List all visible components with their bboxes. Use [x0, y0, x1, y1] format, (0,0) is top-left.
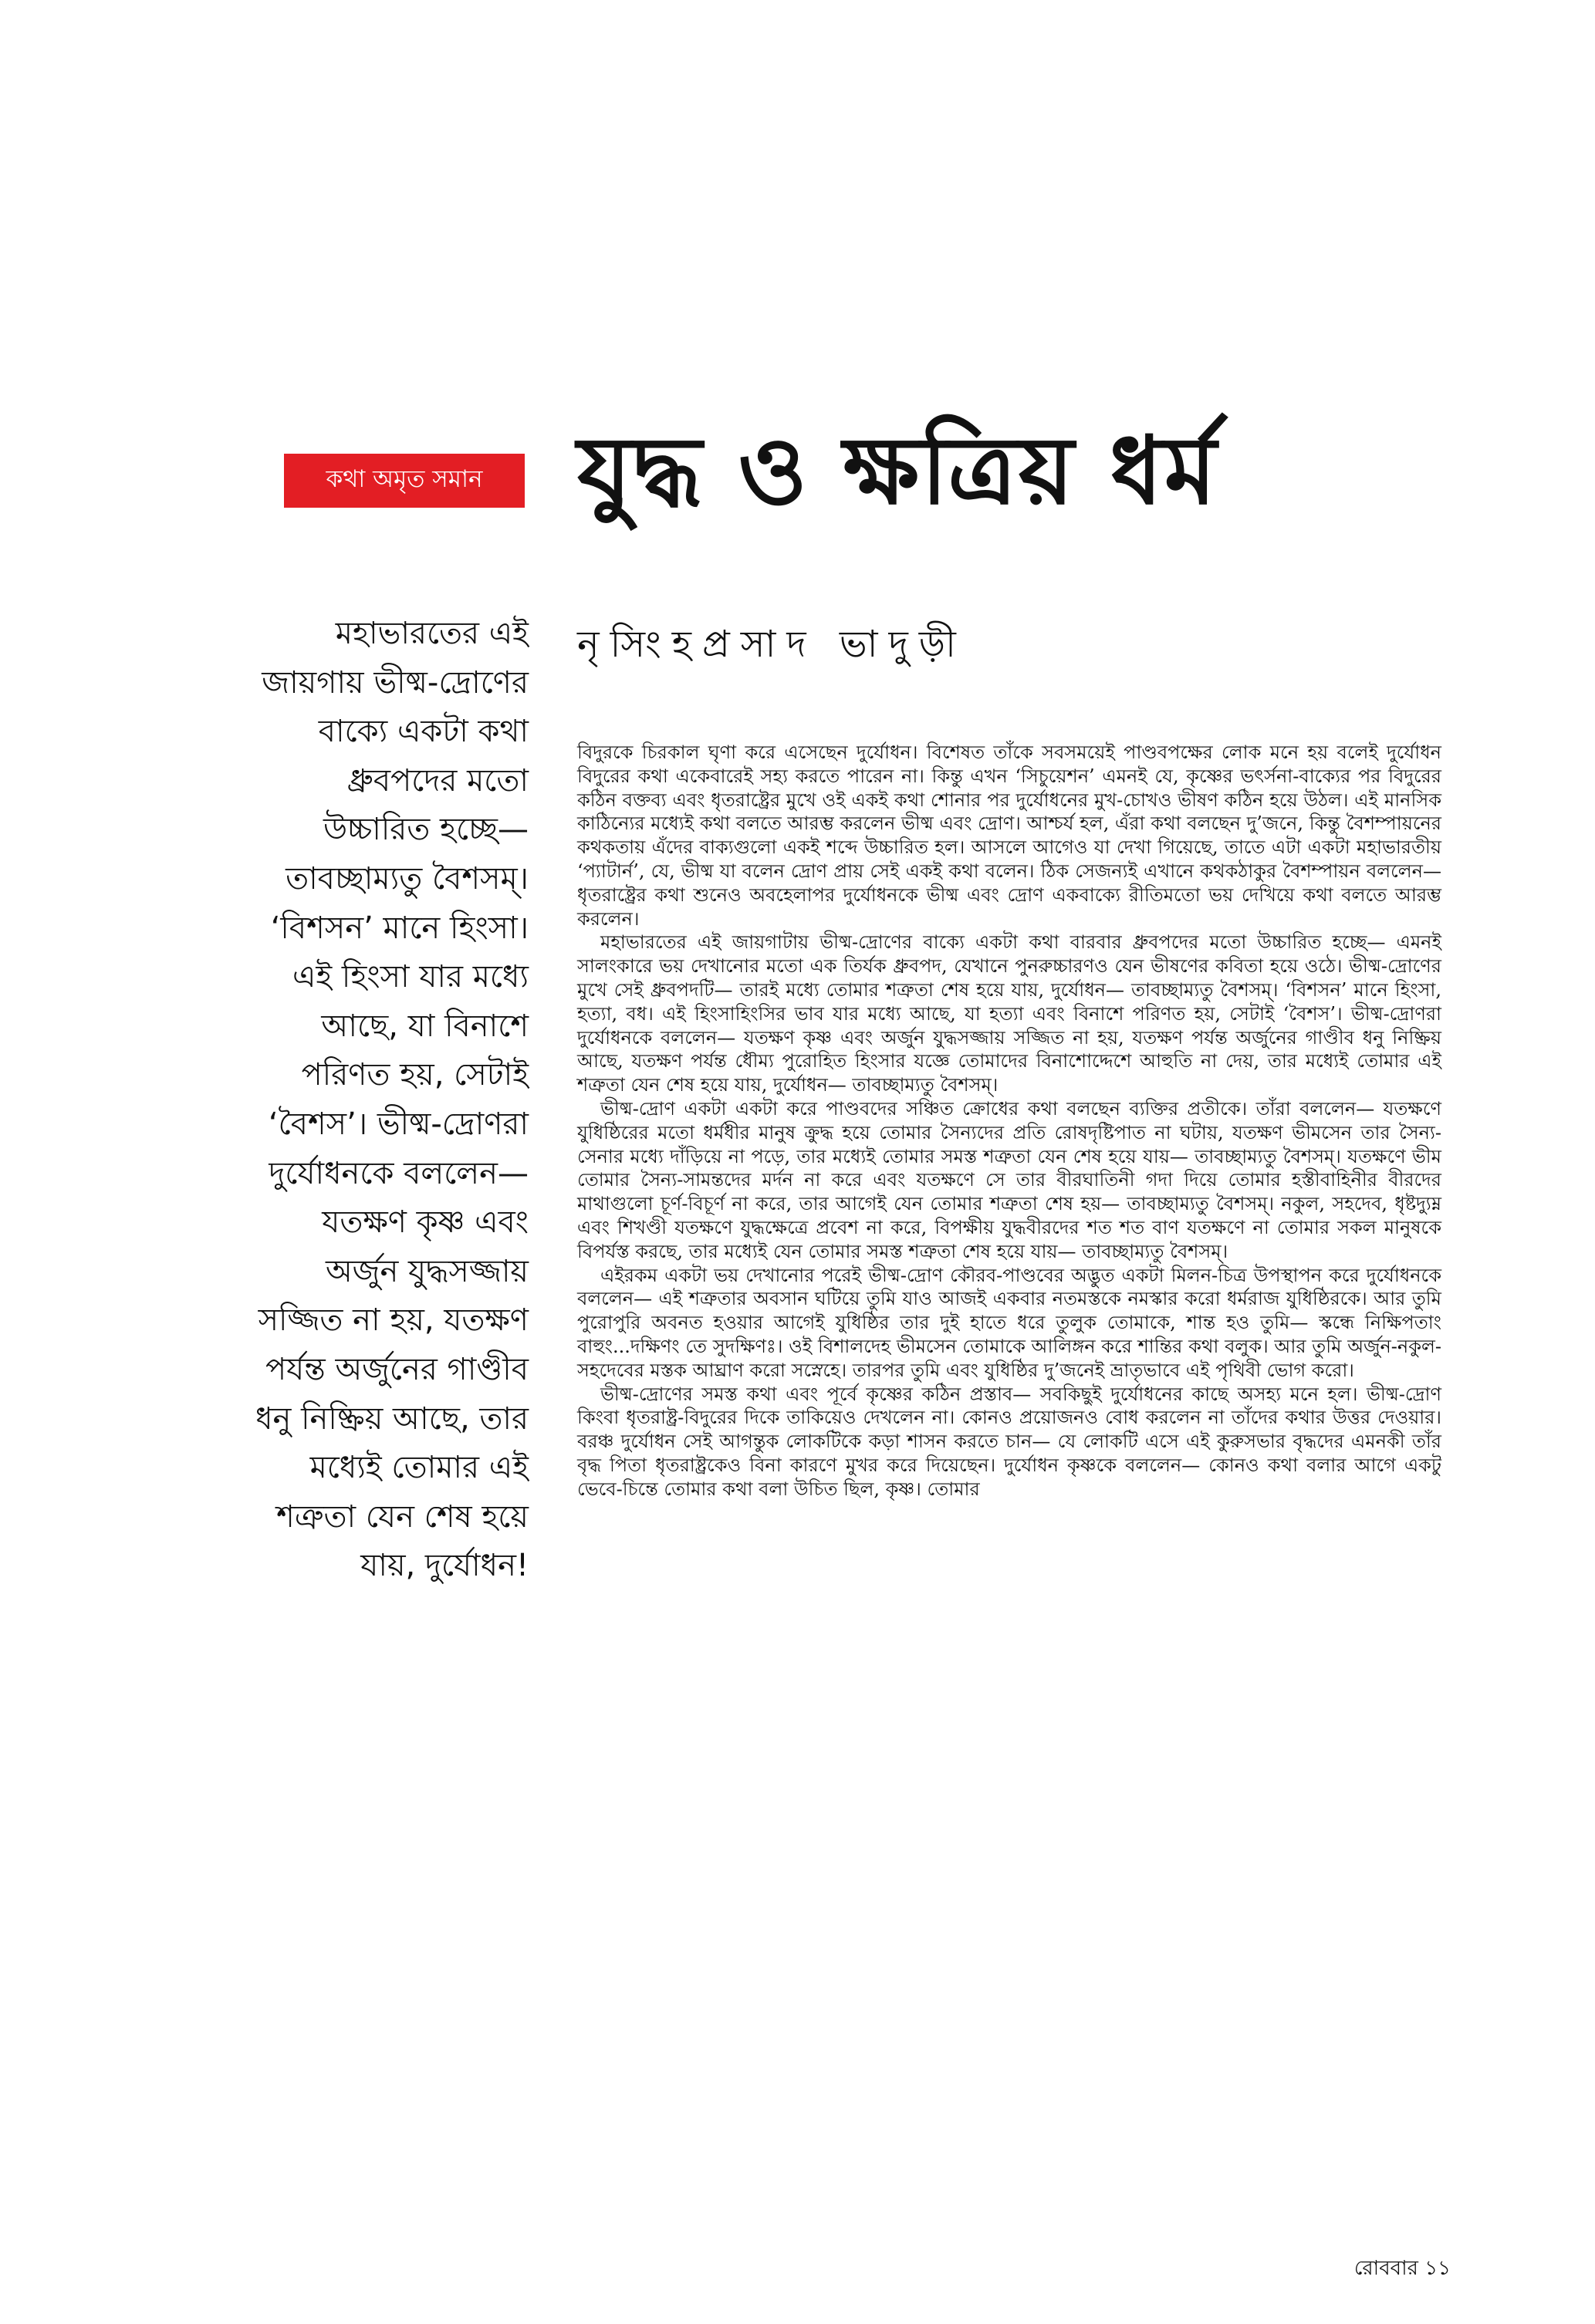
- body-paragraph: মহাভারতের এই জায়গাটায় ভীষ্ম-দ্রোণের বাক্যে একটা কথা বারবার ধ্রুবপদের মতো উচ্চারিত হচ্ছে— এমনই সালংকারে ভয় দেখানোর মতো এক তির্যক ধ্রুবপদ, যেখানে পুনরুচ্চারণও যেন ভীষণের কবিতা হয়ে ওঠে। ভীষ্ম-দ্রোণের মুখে সেই ধ্রুবপদটি— তারই মধ্যে তোমার শত্রুতা শেষ হয়ে যায়, দুর্যোধন— তাবচ্ছাম্যতু বৈশসম্‌। ‘বিশসন’ মানে হিংসা, হত্যা, বধ। এই হিংসাহিংসির ভাব যার মধ্যে আছে, যা হত্যা এবং বিনাশে পরিণত হয়, সেটাই ‘বৈশস’। ভীষ্ম-দ্রোণরা দুর্যোধনকে বললেন— যতক্ষণ কৃষ্ণ এবং অর্জুন যুদ্ধসজ্জায় সজ্জিত না হয়, যতক্ষণ পর্যন্ত অর্জুনের গাণ্ডীব ধনু নিষ্ক্রিয় আছে, যতক্ষণ পর্যন্ত ধৌম্য পুরোহিত হিংসার যজ্ঞে তোমাদের বিনাশোদ্দেশে আহুতি না দেয়, তার মধ্যেই তোমার এই শত্রুতা যেন শেষ হয়ে যায়, দুর্যোধন— তাবচ্ছাম্যতু বৈশসম্‌।: [577, 931, 1441, 1096]
- pull-quote-line: এই হিংসা যার মধ্যে: [292, 959, 529, 995]
- pull-quote-line: জায়গায় ভীষ্ম-দ্রোণের: [262, 664, 529, 701]
- pull-quote-line: উচ্চারিত হচ্ছে—: [323, 812, 529, 848]
- pull-quote-line: আছে, যা বিনাশে: [321, 1008, 529, 1044]
- pull-quote-line: দুর্যোধনকে বললেন—: [269, 1155, 529, 1191]
- pull-quote-line: ধ্রুবপদের মতো: [346, 762, 529, 799]
- pull-quote-line: ধনু নিষ্ক্রিয় আছে, তার: [255, 1400, 529, 1437]
- section-tag: কথা অমৃত সমান: [284, 454, 525, 508]
- article-title: যুদ্ধ ও ক্ষত্রিয় ধর্ম: [577, 416, 1218, 525]
- pull-quote-line: পর্যন্ত অর্জুনের গাণ্ডীব: [265, 1351, 529, 1387]
- pull-quote-line: তাবচ্ছাম্যতু বৈশসম্‌।: [286, 860, 529, 897]
- pull-quote-line: যায়, দুর্যোধন!: [360, 1548, 529, 1584]
- article-body: [577, 741, 1441, 1501]
- pull-quote-line: মধ্যেই তোমার এই: [309, 1450, 529, 1486]
- pull-quote-line: ‘বৈশস’। ভীষ্ম-দ্রোণরা: [268, 1106, 529, 1142]
- pull-quote-line: যতক্ষণ কৃষ্ণ এবং: [322, 1204, 529, 1241]
- pull-quote-line: অর্জুন যুদ্ধসজ্জায়: [326, 1253, 529, 1289]
- pull-quote-line: বাক্যে একটা কথা: [318, 714, 529, 750]
- body-paragraph: ভীষ্ম-দ্রোণ একটা একটা করে পাণ্ডবদের সঞ্চিত ক্রোধের কথা বলছেন ব্যক্তির প্রতীকে। তাঁরা বললেন— যতক্ষণে যুধিষ্ঠিরের মতো ধর্মধীর মানুষ ক্রুদ্ধ হয়ে তোমার সৈন্যদের প্রতি রোষদৃষ্টিপাত না ঘটায়, যতক্ষণ ভীমসেন তার সৈন্য-সেনার মধ্যে দাঁড়িয়ে না পড়ে, তার মধ্যেই তোমার সমস্ত শত্রুতা যেন শেষ হয়ে যায়— তাবচ্ছাম্যতু বৈশসম্‌। যতক্ষণে ভীম তোমার সৈন্য-সামন্তদের মর্দন না করে এবং যতক্ষণে সে তার বীরঘাতিনী গদা দিয়ে তোমার হস্তীবাহিনীর বীরদের মাথাগুলো চূর্ণ-বিচূর্ণ না করে, তার আগেই যেন তোমার শত্রুতা শেষ হয়— তাবচ্ছাম্যতু বৈশসম্‌। নকুল, সহদেব, ধৃষ্টদ্যুম্ন এবং শিখণ্ডী যতক্ষণে যুদ্ধক্ষেত্রে প্রবেশ না করে, বিপক্ষীয় যুদ্ধবীরদের শত শত বাণ যতক্ষণে না তোমার সকল মানুষকে বিপর্যস্ত করছে, তার মধ্যেই যেন তোমার সমস্ত শত্রুতা শেষ হয়ে যায়— তাবচ্ছাম্যতু বৈশসম্‌।: [577, 1097, 1441, 1262]
- pull-quote-line: পরিণত হয়, সেটাই: [301, 1057, 529, 1093]
- page-footer: রোববার ১১: [1353, 2257, 1451, 2280]
- pull-quote-line: সজ্জিত না হয়, যতক্ষণ: [258, 1302, 529, 1339]
- pull-quote-line: মহাভারতের এই: [335, 616, 529, 651]
- pull-quote: [147, 610, 529, 1591]
- pull-quote-line: শত্রুতা যেন শেষ হয়ে: [276, 1498, 529, 1535]
- author-byline: নৃসিংহপ্রসাদ ভাদুড়ী: [577, 623, 967, 666]
- body-paragraph: ভীষ্ম-দ্রোণের সমস্ত কথা এবং পূর্বে কৃষ্ণের কঠিন প্রস্তাব— সবকিছুই দুর্যোধনের কাছে অসহ্য মনে হল। ভীষ্ম-দ্রোণ কিংবা ধৃতরাষ্ট্র-বিদুরের দিকে তাকিয়েও দেখলেন না। কোনও প্রয়োজনও বোধ করলেন না তাঁদের কথার উত্তর দেওয়ার। বরঞ্চ দুর্যোধন সেই আগন্তুক লোকটিকে কড়া শাসন করতে চান— যে লোকটি এসে এই কুরুসভার বৃদ্ধদের এমনকী তাঁর বৃদ্ধ পিতা ধৃতরাষ্ট্রকেও বিনা কারণে মুখর করে দিয়েছেন। দুর্যোধন কৃষ্ণকে বললেন— কোনও কথা বলার আগে একটু ভেবে-চিন্তে তোমার কথা বলা উচিত ছিল, কৃষ্ণ। তোমার: [577, 1383, 1441, 1500]
- pull-quote-line: ‘বিশসন’ মানে হিংসা।: [270, 910, 529, 946]
- body-paragraph: বিদুরকে চিরকাল ঘৃণা করে এসেছেন দুর্যোধন। বিশেষত তাঁকে সবসময়েই পাণ্ডবপক্ষের লোক মনে হয় বলেই দুর্যোধন বিদুরের কথা একেবারেই সহ্য করতে পারেন না। কিন্তু এখন ‘সিচুয়েশন’ এমনই যে, কৃষ্ণের ভৎর্সনা-বাক্যের পর বিদুরের কঠিন বক্তব্য এবং ধৃতরাষ্ট্রের মুখে ওই একই কথা শোনার পর দুর্যোধনের মুখ-চোখও ভীষণ কঠিন হয়ে উঠল। এই মানসিক কাঠিন্যের মধ্যেই কথা বলতে আরম্ভ করলেন ভীষ্ম এবং দ্রোণ। আশ্চর্য হল, এঁরা কথা বলছেন দু’জনে, কিন্তু বৈশম্পায়নের কথকতায় এঁদের বাক্যগুলো একই শব্দে উচ্চারিত হল। আসলে আগেও যা দেখা গিয়েছে, তাতে এটা একটা মহাভারতীয় ‘প্যাটার্ন’, যে, ভীষ্ম যা বলেন দ্রোণ প্রায় সেই একই কথা বলেন। ঠিক সেজন্যই এখানে কথকঠাকুর বৈশম্পায়ন বললেন— ধৃতরাষ্ট্রের কথা শুনেও অবহেলাপর দুর্যোধনকে ভীষ্ম এবং দ্রোণ একবাক্যে রীতিমতো ভয় দেখিয়ে কথা বলতে আরম্ভ করলেন।: [577, 741, 1441, 930]
- body-paragraph: এইরকম একটা ভয় দেখানোর পরেই ভীষ্ম-দ্রোণ কৌরব-পাণ্ডবের অদ্ভুত একটা মিলন-চিত্র উপস্থাপন করে দুর্যোধনকে বললেন— এই শত্রুতার অবসান ঘটিয়ে তুমি যাও আজই একবার নতমস্তকে নমস্কার করো ধর্মরাজ যুধিষ্ঠিরকে। আর তুমি পুরোপুরি অবনত হওয়ার আগেই যুধিষ্ঠির তার দুই হাতে ধরে তুলুক তোমাকে, শান্ত হও তুমি— স্কন্ধে নিক্ষিপতাং বাহুং...দক্ষিণং তে সুদক্ষিণঃ। ওই বিশালদেহ ভীমসেন তোমাকে আলিঙ্গন করে শান্তির কথা বলুক। আর তুমি অর্জুন-নকুল-সহদেবের মস্তক আঘ্রাণ করো সস্নেহে। তারপর তুমি এবং যুধিষ্ঠির দু’জনেই ভ্রাতৃভাবে এই পৃথিবী ভোগ করো।: [577, 1264, 1441, 1381]
